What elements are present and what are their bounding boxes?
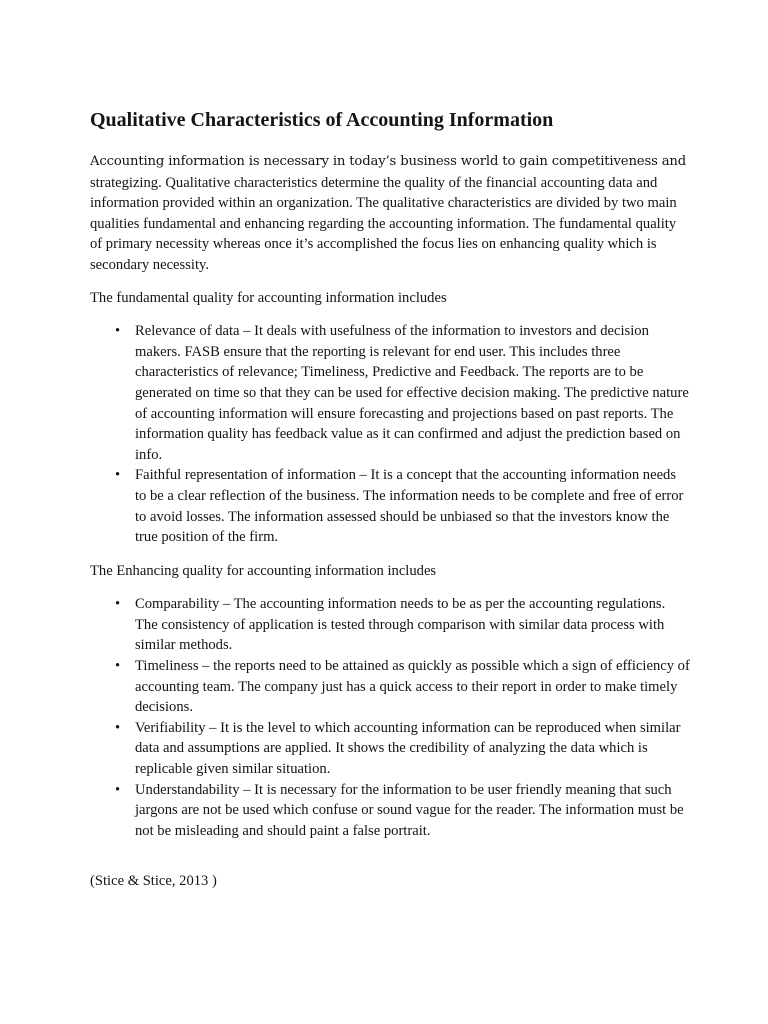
list-item: [90, 465, 690, 547]
document-title: Qualitative Characteristics of Accounting Information: [90, 109, 554, 131]
list-item-text: Timeliness – the reports need to be attained as quickly as possible which a sign of efficiency of accounting team. The company just has a quick access to their report in order to make timely decisions.: [135, 658, 690, 716]
list-item-text: Verifiability – It is the level to which accounting information can be reproduced when similar data and assumptions are applied. It shows the credibility of analyzing the data which is replicable given similar situation.: [135, 719, 681, 778]
list-item: [90, 780, 690, 842]
list-item-text: Comparability – The accounting information needs to be as per the accounting regulations. The consistency of application is tested through comparison with similar data process with similar methods.: [135, 596, 666, 654]
document-body: [90, 106, 690, 841]
bullet-icon: •: [115, 467, 121, 484]
intro-paragraph: [90, 151, 690, 276]
enhancing-list: [90, 594, 690, 841]
list-item: [90, 594, 690, 656]
intro-rest: strategizing. Qualitative characteristics determine the quality of the financial accounting data and information provided within an organization. The qualitative characteristics are divided by two main qualities fundamental and enhancing regarding the accounting information. The fundamental quality of primary necessity whereas once it’s accomplished the focus lies on enhancing quality which is secondary necessity.: [90, 174, 677, 273]
bullet-icon: •: [115, 719, 121, 736]
enhancing-heading: The Enhancing quality for accounting information includes: [90, 562, 437, 579]
bullet-icon: •: [115, 323, 121, 340]
intro-first-line: Accounting information is necessary in today’s business world to gain competitiveness and: [90, 154, 687, 169]
list-item: [90, 718, 690, 780]
fundamental-heading: The fundamental quality for accounting information includes: [90, 289, 447, 306]
bullet-icon: •: [115, 658, 121, 675]
list-item-text: Relevance of data – It deals with usefulness of the information to investors and decision makers. FASB ensure that the reporting is relevant for end user. This includes three characteristics of relevance; Timeliness, Predictive and Feedback. The reports are to be generated on time so that they can be used for effective decision making. The predictive nature of accounting information will ensure forecasting and projections based on past reports. The information quality has feedback value as it can confirmed and adjust the prediction based on info.: [135, 323, 689, 463]
citation: (Stice & Stice, 2013 ): [90, 873, 217, 889]
list-item: [90, 656, 690, 718]
bullet-icon: •: [115, 781, 121, 798]
bullet-icon: •: [115, 596, 121, 613]
list-item: [90, 321, 690, 465]
fundamental-list: [90, 321, 690, 548]
list-item-text: Understandability – It is necessary for the information to be user friendly meaning that such jargons are not be used which confuse or sound vague for the reader. The information must be not be misleading and should paint a false portrait.: [135, 781, 684, 839]
list-item-text: Faithful representation of information – It is a concept that the accounting information needs to be a clear reflection of the business. The information needs to be complete and free of error to avoid losses. The information assessed should be unbiased so that the investors know the true position of the firm.: [135, 467, 684, 546]
